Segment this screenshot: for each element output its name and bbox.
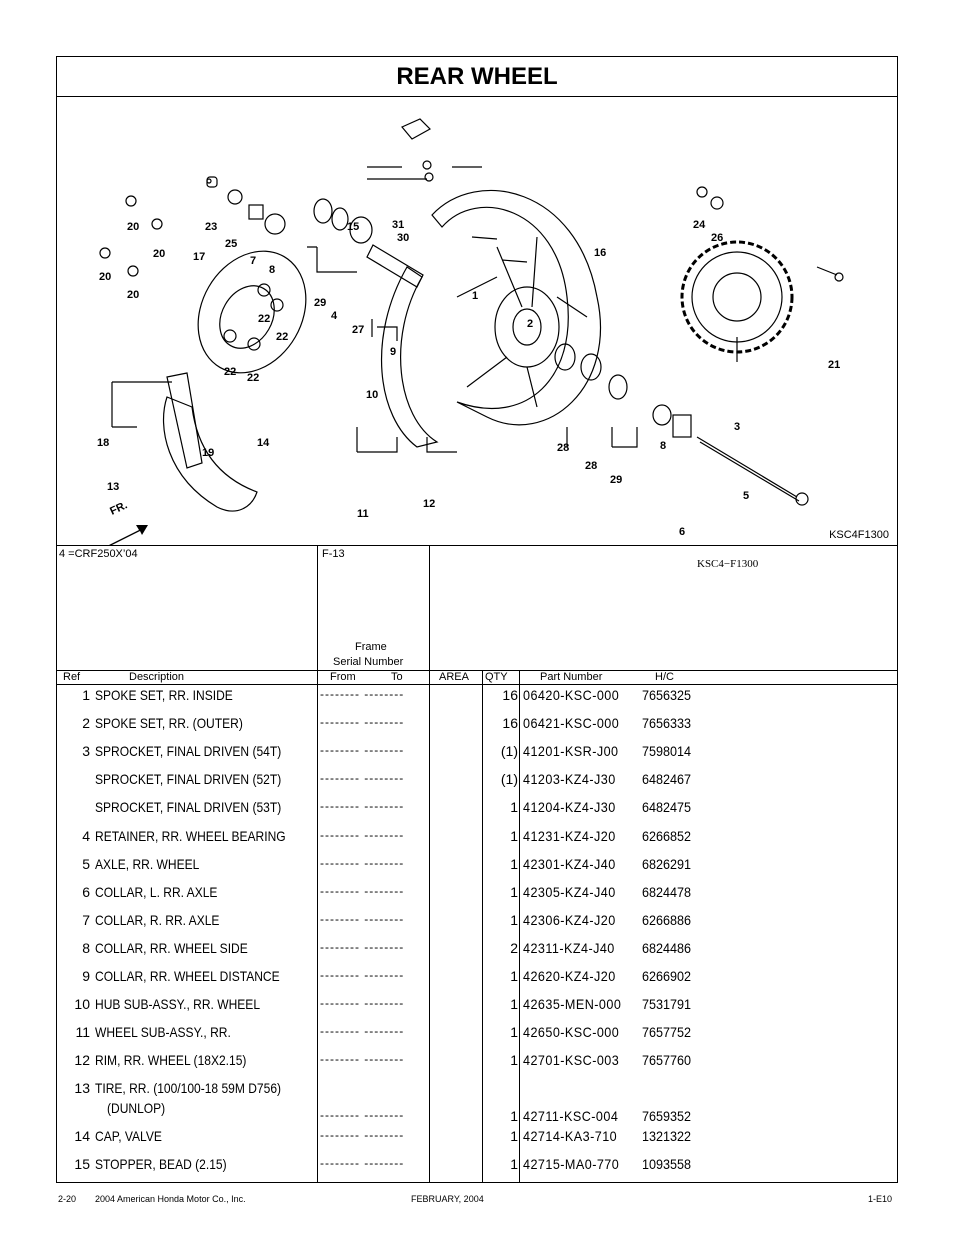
part-number: 42301-KZ4-J40 (523, 855, 616, 872)
part-description: COLLAR, L. RR. AXLE (95, 883, 218, 900)
frame-serial-range: -------- -------- (320, 883, 405, 898)
part-description: COLLAR, RR. WHEEL DISTANCE (95, 968, 280, 984)
frame-serial-range: -------- -------- (320, 743, 405, 758)
hc-code: 6824486 (642, 939, 692, 956)
svg-text:29: 29 (314, 297, 327, 309)
publication-date: FEBRUARY, 2004 (411, 1194, 484, 1204)
ref-number: 14 (74, 1128, 90, 1145)
section-code: 1-E10 (868, 1194, 893, 1204)
part-description: SPROCKET, FINAL DRIVEN (53T) (95, 799, 282, 816)
figure-code: KSC4F1300 (829, 529, 889, 541)
ref-number: 10 (74, 996, 90, 1013)
table-row (57, 1022, 897, 1050)
svg-text:12: 12 (423, 498, 436, 510)
info-block (57, 546, 897, 671)
quantity: 1 (510, 1052, 518, 1069)
part-number: 42701-KSC-003 (523, 1052, 620, 1069)
ref-number: 7 (82, 911, 90, 928)
part-description: COLLAR, R. RR. AXLE (95, 911, 220, 928)
ref-number: 12 (74, 1052, 90, 1069)
table-row (57, 685, 897, 713)
frame-serial-range: -------- -------- (320, 968, 405, 982)
col-to: To (391, 671, 403, 683)
frame-serial-range: -------- -------- (320, 715, 405, 730)
hc-code: 6482475 (642, 799, 692, 816)
hc-code: 7531791 (642, 996, 692, 1013)
svg-text:2: 2 (527, 318, 534, 330)
ref-number: 2 (82, 715, 90, 732)
hc-code: 7659352 (642, 1108, 692, 1125)
table-row (57, 910, 897, 938)
part-number: 42635-MEN-000 (523, 996, 622, 1013)
hc-code: 6826291 (642, 855, 692, 872)
table-row (57, 994, 897, 1022)
svg-text:19: 19 (202, 447, 215, 459)
page-title: REAR WHEEL (57, 57, 897, 97)
part-number: 42715-MA0-770 (523, 1156, 620, 1173)
svg-text:27: 27 (352, 324, 365, 336)
quantity: 1 (510, 911, 518, 928)
svg-text:23: 23 (205, 221, 218, 233)
col-qty: QTY (485, 671, 508, 683)
ref-number: 4 (82, 827, 90, 844)
ref-number: 13 (74, 1080, 90, 1097)
svg-text:9: 9 (390, 346, 397, 358)
ref-number: 8 (82, 939, 90, 956)
table-row (57, 1154, 897, 1182)
part-description-continued: (DUNLOP) (107, 1100, 166, 1117)
quantity: 1 (510, 996, 518, 1013)
col-description: Description (129, 671, 185, 683)
frame-serial-range: -------- -------- (320, 1128, 405, 1143)
part-description: TIRE, RR. (100/100-18 59M D756) (95, 1080, 282, 1097)
ref-number: 1 (82, 687, 90, 703)
svg-text:22: 22 (276, 331, 289, 343)
svg-text:18: 18 (97, 437, 110, 449)
hc-code: 7598014 (642, 743, 692, 760)
part-description: RETAINER, RR. WHEEL BEARING (95, 827, 286, 844)
svg-text:30: 30 (397, 232, 410, 244)
table-row (57, 797, 897, 825)
col-from: From (330, 671, 356, 683)
ref-number: 15 (74, 1156, 90, 1173)
svg-text:14: 14 (257, 437, 270, 449)
part-number: 06421-KSC-000 (523, 715, 620, 732)
col-part-number: Part Number (540, 671, 603, 683)
frame-serial-range: -------- -------- (320, 771, 405, 786)
hc-code: 6266852 (642, 827, 692, 844)
part-description: AXLE, RR. WHEEL (95, 855, 200, 872)
table-row (57, 938, 897, 966)
quantity: 1 (510, 968, 518, 984)
part-description: SPOKE SET, RR. INSIDE (95, 687, 233, 703)
svg-text:15: 15 (347, 221, 360, 233)
frame-serial-range: -------- -------- (320, 939, 405, 954)
svg-text:25: 25 (225, 238, 238, 250)
ref-number: 11 (75, 1024, 90, 1041)
part-number: 41201-KSR-J00 (523, 743, 619, 760)
part-description: CAP, VALVE (95, 1128, 162, 1145)
hc-code: 7657760 (642, 1052, 692, 1069)
svg-text:8: 8 (660, 440, 667, 452)
copyright: 2004 American Honda Motor Co., Inc. (95, 1194, 246, 1204)
part-number: 42650-KSC-000 (523, 1024, 620, 1041)
part-number: 42306-KZ4-J20 (523, 911, 616, 928)
table-row (57, 826, 897, 854)
quantity: 1 (510, 827, 518, 844)
frame-serial-range: -------- -------- (320, 1156, 405, 1171)
hc-code: 1093558 (642, 1156, 692, 1173)
svg-text:22: 22 (247, 372, 260, 384)
part-description: SPROCKET, FINAL DRIVEN (52T) (95, 771, 282, 788)
svg-text:28: 28 (585, 460, 598, 472)
svg-text:24: 24 (693, 219, 706, 231)
hc-code: 6824478 (642, 883, 692, 900)
svg-text:1: 1 (472, 290, 479, 302)
quantity: 1 (510, 1156, 518, 1173)
part-number: 42620-KZ4-J20 (523, 968, 616, 984)
col-area: AREA (439, 671, 469, 683)
frame-serial-range: -------- -------- (320, 996, 405, 1011)
table-row (57, 1050, 897, 1078)
svg-text:6: 6 (679, 526, 686, 538)
frame-serial-range: -------- -------- (320, 911, 405, 926)
hc-code: 6482467 (642, 771, 692, 788)
serial-label: Serial Number (333, 656, 404, 668)
table-row (57, 1126, 897, 1154)
direction-label: FR. (108, 499, 130, 518)
quantity: 16 (502, 687, 518, 703)
quantity: 1 (510, 855, 518, 872)
inner-figure-code: KSC4−F1300 (697, 558, 759, 570)
part-description: STOPPER, BEAD (2.15) (95, 1156, 227, 1173)
frame-serial-range: -------- -------- (320, 855, 405, 870)
part-number: 41204-KZ4-J30 (523, 799, 616, 816)
svg-text:11: 11 (357, 508, 369, 520)
part-description: SPOKE SET, RR. (OUTER) (95, 715, 243, 732)
parts-page (56, 56, 898, 1183)
svg-text:26: 26 (711, 232, 724, 244)
svg-text:7: 7 (250, 255, 257, 267)
quantity: 2 (510, 939, 518, 956)
table-row (57, 713, 897, 741)
part-number: 41231-KZ4-J20 (523, 827, 616, 844)
part-description: HUB SUB-ASSY., RR. WHEEL (95, 996, 261, 1013)
table-row (57, 741, 897, 769)
svg-text:16: 16 (594, 247, 607, 259)
part-number: 42711-KSC-004 (523, 1108, 619, 1125)
frame-serial-range: -------- -------- (320, 1024, 405, 1039)
ref-number: 5 (82, 855, 90, 872)
part-number: 42714-KA3-710 (523, 1128, 618, 1145)
quantity: (1) (500, 743, 518, 760)
table-row (57, 769, 897, 797)
table-row (57, 854, 897, 882)
part-number: 41203-KZ4-J30 (523, 771, 616, 788)
svg-text:3: 3 (734, 421, 741, 433)
svg-text:22: 22 (258, 313, 271, 325)
svg-text:20: 20 (127, 289, 140, 301)
frame-serial-range: -------- -------- (320, 827, 405, 842)
part-number: 42305-KZ4-J40 (523, 883, 616, 900)
svg-text:20: 20 (99, 271, 112, 283)
hc-code: 7656333 (642, 715, 692, 732)
col-ref: Ref (63, 671, 81, 683)
col-hc: H/C (655, 671, 674, 683)
figure-number: F-13 (322, 548, 345, 560)
table-row (57, 966, 897, 994)
ref-number: 3 (82, 743, 90, 760)
quantity: 1 (510, 883, 518, 900)
part-number: 06420-KSC-000 (523, 687, 620, 703)
frame-serial-range: -------- -------- (320, 1108, 405, 1123)
part-description: WHEEL SUB-ASSY., RR. (95, 1024, 231, 1041)
page-number: 2-20 (58, 1194, 77, 1204)
model-note: 4 =CRF250X’04 (59, 548, 138, 560)
frame-serial-range: -------- -------- (320, 687, 405, 701)
svg-text:20: 20 (127, 221, 140, 233)
svg-text:4: 4 (331, 310, 338, 322)
svg-text:5: 5 (743, 490, 750, 502)
hc-code: 7657752 (642, 1024, 692, 1041)
part-description: SPROCKET, FINAL DRIVEN (54T) (95, 743, 282, 760)
svg-text:20: 20 (153, 248, 166, 260)
svg-text:29: 29 (610, 474, 623, 486)
part-description: RIM, RR. WHEEL (18X2.15) (95, 1052, 247, 1069)
svg-text:31: 31 (392, 219, 405, 231)
frame-serial-range: -------- -------- (320, 1052, 405, 1067)
svg-text:21: 21 (828, 359, 841, 371)
frame-serial-range: -------- -------- (320, 799, 405, 814)
hc-code: 6266886 (642, 911, 692, 928)
hc-code: 1321322 (642, 1128, 692, 1145)
svg-text:28: 28 (557, 442, 570, 454)
hc-code: 6266902 (642, 968, 692, 984)
svg-text:10: 10 (366, 389, 379, 401)
svg-text:17: 17 (193, 251, 206, 263)
frame-label: Frame (355, 641, 387, 653)
quantity: 16 (502, 715, 518, 732)
quantity: 1 (510, 1108, 518, 1125)
part-description: COLLAR, RR. WHEEL SIDE (95, 939, 248, 956)
quantity: 1 (510, 1024, 518, 1041)
table-row (57, 882, 897, 910)
ref-number: 6 (82, 883, 90, 900)
svg-text:8: 8 (269, 264, 276, 276)
quantity: (1) (500, 771, 518, 788)
quantity: 1 (510, 1128, 518, 1145)
quantity: 1 (510, 799, 518, 816)
part-number: 42311-KZ4-J40 (523, 939, 615, 956)
arrow-fr-icon (109, 525, 148, 546)
hc-code: 7656325 (642, 687, 692, 703)
svg-text:13: 13 (107, 481, 120, 493)
svg-text:22: 22 (224, 366, 237, 378)
ref-number: 9 (82, 968, 90, 984)
